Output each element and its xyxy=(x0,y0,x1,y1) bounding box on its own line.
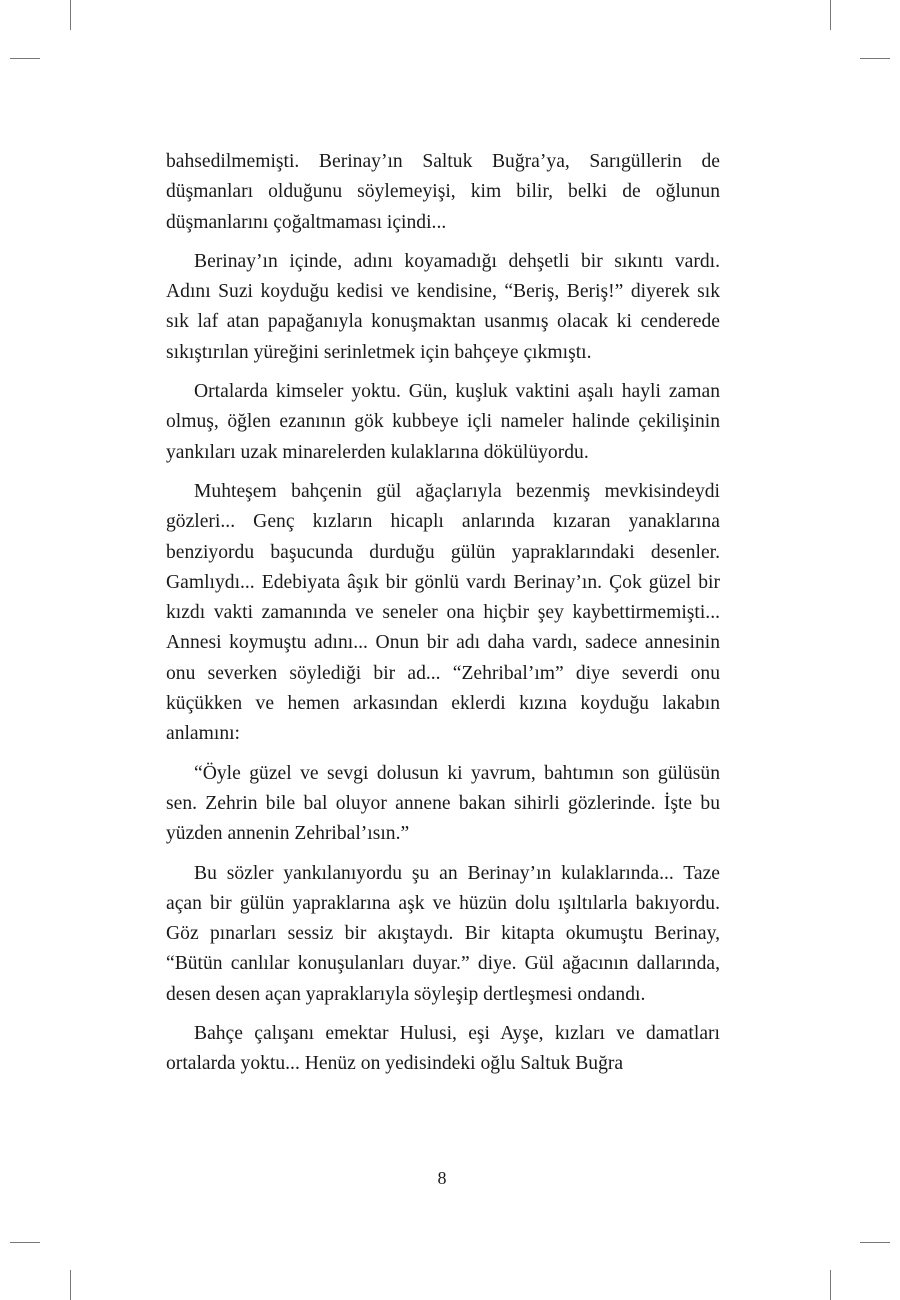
crop-mark-bottom-right-vertical xyxy=(830,1270,831,1300)
crop-mark-bottom-right-horizontal xyxy=(860,1242,890,1243)
crop-mark-top-left-horizontal xyxy=(10,58,40,59)
paragraph-6: Bu sözler yankılanıyordu şu an Berinay’ın kulaklarında... Taze açan bir gülün yapraklarına aşk ve hüzün dolu ışıltılarla bakıyordu. Göz pınarları sessiz bir akıştaydı. Bir kitapta okumuştu Berinay, “Bütün canlılar konuşulanları duyar.” diye. Gül ağacının dallarında, desen desen açan yapraklarıyla söyleşip dertleşmesi ondandı. xyxy=(166,862,720,1005)
paragraph-4: Muhteşem bahçenin gül ağaçlarıyla bezenmiş mevkisindeydi gözleri... Genç kızların hicaplı anlarında kızaran yanaklarına benziyordu başucunda durduğu gülün yapraklarındaki desenler. Gamlıydı... Edebiyata âşık bir gönlü vardı Berinay’ın. Çok güzel bir kızdı vakti zamanında ve seneler ona hiçbir şey kaybettirmemişti... Annesi koymuştu adını... Onun bir adı daha vardı, sadece annesinin onu severken söylediği bir ad... “Zehribal’ım” diye severdi onu küçükken ve hemen arkasından eklerdi kızına koyduğu lakabın anlamını: xyxy=(166,480,720,745)
crop-mark-top-left-vertical xyxy=(70,0,71,30)
page-number: 8 xyxy=(437,1168,447,1188)
paragraph-3: Ortalarda kimseler yoktu. Gün, kuşluk vaktini aşalı hayli zaman olmuş, öğlen ezanının gök kubbeye içli nameler halinde çekilişinin yankıları uzak minarelerden kulaklarına dökülüyordu. xyxy=(166,381,720,463)
crop-mark-bottom-left-vertical xyxy=(70,1270,71,1300)
paragraph-1: bahsedilmemişti. Berinay’ın Saltuk Buğra’ya, Sarıgüllerin de düşmanları olduğunu söylemeyişi, kim bilir, belki de oğlunun düşmanlarını çoğaltmaması içindi... xyxy=(166,151,720,233)
crop-mark-top-right-horizontal xyxy=(860,58,890,59)
paragraph-2: Berinay’ın içinde, adını koyamadığı dehşetli bir sıkıntı vardı. Adını Suzi koyduğu kedisi ve kendisine, “Beriş, Beriş!” diyerek sık sık laf atan papağanıyla konuşmaktan usanmış olacak ki cenderede sıkıştırılan yüreğini serinletmek için bahçeye çıkmıştı. xyxy=(166,250,720,363)
paragraph-5: “Öyle güzel ve sevgi dolusun ki yavrum, bahtımın son gülüsün sen. Zehrin bile bal oluyor annene bakan sihirli gözlerinde. İşte bu yüzden annenin Zehribal’ısın.” xyxy=(166,762,720,845)
paragraph-7: Bahçe çalışanı emektar Hulusi, eşi Ayşe, kızları ve damatları ortalarda yoktu... Henüz on yedisindeki oğlu Saltuk Buğra xyxy=(166,1023,720,1075)
crop-mark-top-right-vertical xyxy=(830,0,831,30)
body-text xyxy=(166,147,720,1089)
crop-mark-bottom-left-horizontal xyxy=(10,1242,40,1243)
